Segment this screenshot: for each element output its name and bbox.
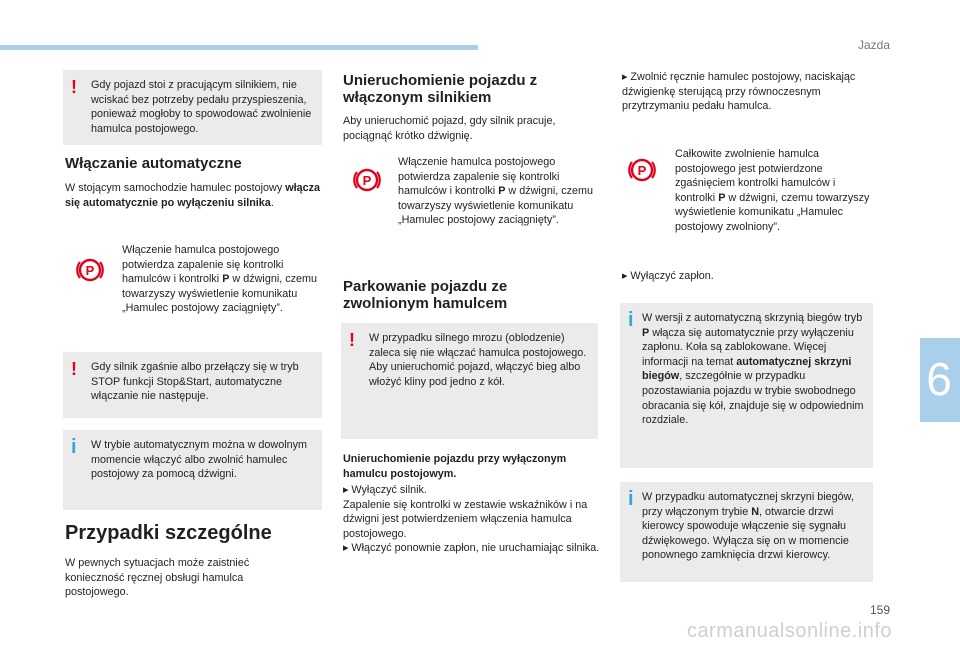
top-color-bar: [0, 45, 478, 50]
bullet-icon: ▸: [343, 542, 349, 555]
exclamation-icon: !: [71, 77, 77, 97]
warning-text: Gdy silnik zgaśnie albo przełączy się w tryb STOP funkcji Stop&Start, automatyczne włączanie nie następuje.: [91, 361, 299, 403]
list-item: ▸ Włączyć ponownie zapłon, nie uruchamiając silnika.: [343, 542, 600, 555]
parking-brake-warning-icon: [627, 155, 657, 185]
svg-text:P: P: [637, 163, 647, 178]
heading-automatic: Włączanie automatyczne: [65, 155, 242, 172]
immobilize-icon-text: Włączenie hamulca postojowego potwierdza zapalenie się kontrolki hamulców i kontrolki P w dźwigni, czemu towarzyszy wyświetlenie komunikatu „Hamulec postojowy zaciągnięty”.: [398, 156, 594, 227]
info-box-automatic-gearbox: [620, 303, 873, 468]
heading-immobilize-engine-on: Unieruchomienie pojazdu z włączonym silnikiem: [343, 72, 538, 106]
chapter-number: 6: [926, 353, 952, 405]
info-text: W trybie automatycznym można w dowolnym momencie włączyć albo zwolnić hamulec postojowy za pomocą dźwigni.: [91, 439, 308, 481]
heading-special-cases: Przypadki szczególne: [65, 522, 272, 544]
info-box-automatic-mode: [63, 430, 322, 510]
info-text: W przypadku automatycznej skrzyni biegów, przy włączonym trybie N, otwarcie drzwi kierowcy spowoduje włączenie się sygnału dźwiękowego. Wyłącza się on w momencie ponownego zamknięcia drzwi kierowcy.: [642, 491, 854, 562]
release-icon-text: Całkowite zwolnienie hamulca postojowego jest potwierdzone zgaśnięciem kontrolki hamulców i kontrolki P w dźwigni, czemu towarzyszy wyświetlenie komunikatu „Hamulec postojowy zwolniony”.: [675, 148, 870, 233]
info-icon: i: [628, 309, 634, 331]
list-item: Zapalenie się kontrolki w zestawie wskaźników i na dźwigni jest potwierdzeniem włączenia hamulca postojowego.: [343, 498, 588, 540]
procedure-list: [343, 483, 603, 556]
exclamation-icon: !: [349, 330, 355, 350]
bullet-icon: ▸: [622, 71, 628, 83]
warning-text: Gdy pojazd stoi z pracującym silnikiem, nie wciskać bez potrzeby pedału przyspieszenia, ponieważ mogłoby to spowodować zwolnienie hamulca postojowego.: [91, 79, 312, 135]
info-text: W wersji z automatyczną skrzynią biegów tryb P włącza się automatycznie przy wyłączeniu zapłonu. Koła są zablokowane. Więcej informacji na temat automatycznej skrzyni biegów, szczegółnie w przypadku pozostawiania pojazdu w trybie swobodnego obracania się kół, znajduje się w odpowiednim rozdziale.: [642, 312, 864, 427]
auto-paragraph: W stojącym samochodzie hamulec postojowy włącza się automatycznie po wyłączeniu silnika.: [65, 182, 321, 209]
info-icon: i: [71, 436, 77, 458]
svg-text:P: P: [362, 173, 372, 188]
section-title: Jazda: [857, 38, 890, 52]
auto-icon-text: Włączenie hamulca postojowego potwierdza zapalenie się kontrolki hamulców i kontrolki P w dźwigni, czemu towarzyszy wyświetlenie komunikatu „Hamulec postojowy zaciągnięty”.: [122, 244, 318, 315]
special-paragraph: W pewnych sytuacjach może zaistnieć konieczność ręcznej obsługi hamulca postojowego.: [65, 557, 250, 599]
warning-box-accelerator: [63, 70, 322, 145]
list-item: ▸ Wyłączyć silnik.: [343, 484, 427, 496]
svg-text:P: P: [85, 263, 95, 278]
info-box-neutral-mode: [620, 482, 873, 582]
immobilize-paragraph: Aby unieruchomić pojazd, gdy silnik pracuje, pociągnąć krótko dźwignię.: [343, 115, 556, 142]
bullet-icon: ▸: [622, 270, 628, 282]
exclamation-icon: !: [71, 359, 77, 379]
bullet-icon: ▸: [343, 484, 349, 496]
warning-text: W przypadku silnego mrozu (oblodzenie) zaleca się nie włączać hamulca postojowego. Aby unieruchomić pojazd, włączyć bieg albo włożyć kliny pod jedno z kół.: [369, 332, 587, 388]
release-step: ▸ Zwolnić ręcznie hamulec postojowy, naciskając dźwigienkę sterującą przy równoczesnym przytrzymaniu pedału hamulca.: [622, 71, 856, 113]
subheading-immobilize-released: Unieruchomienie pojazdu przy wyłączonym hamulcu postojowym.: [343, 453, 567, 480]
parking-brake-warning-icon: [75, 255, 105, 285]
warning-box-frost: [341, 323, 598, 439]
watermark: carmanualsonline.info: [686, 620, 892, 642]
warning-box-stop-start: [63, 352, 322, 418]
parking-brake-warning-icon: [352, 165, 382, 195]
info-icon: i: [628, 488, 634, 510]
heading-parking-released: Parkowanie pojazdu ze zwolnionym hamulcem: [343, 278, 508, 312]
page-number: 159: [869, 603, 890, 617]
ignition-off-step: ▸ Wyłączyć zapłon.: [622, 270, 714, 282]
